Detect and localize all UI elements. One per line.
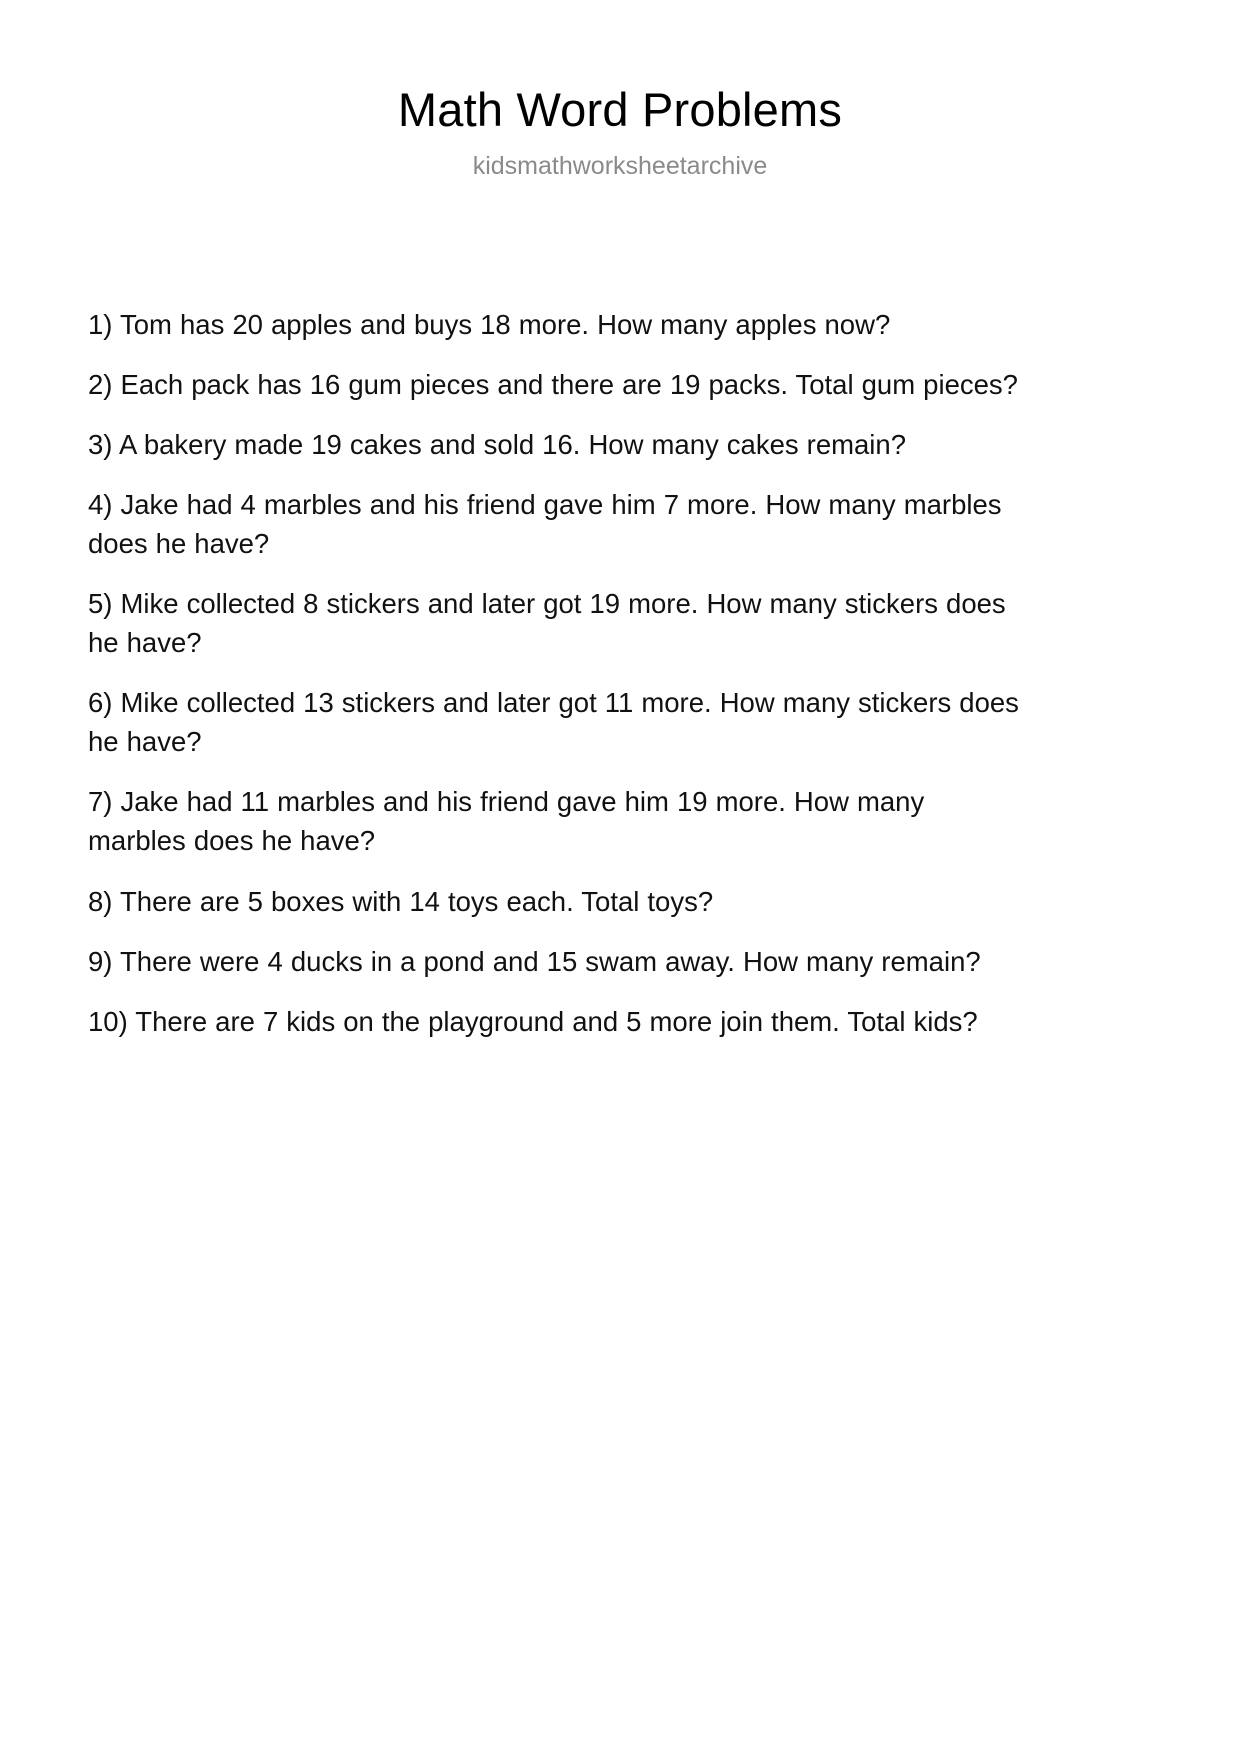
- problem-item: 9) There were 4 ducks in a pond and 15 swam away. How many remain?: [88, 945, 981, 977]
- problem-item: 8) There are 5 boxes with 14 toys each. Total toys?: [88, 885, 714, 917]
- problem-item: 6) Mike collected 13 stickers and later got 11 more. How many stickers does he have?: [88, 687, 1019, 758]
- problem-item: 2) Each pack has 16 gum pieces and there are 19 packs. Total gum pieces?: [88, 369, 1018, 401]
- problem-item: 3) A bakery made 19 cakes and sold 16. How many cakes remain?: [88, 429, 907, 461]
- problem-item: 1) Tom has 20 apples and buys 18 more. How many apples now?: [88, 309, 891, 340]
- problem-item: 5) Mike collected 8 stickers and later got 19 more. How many stickers does he have?: [88, 588, 1006, 659]
- page-subtitle: kidsmathworksheetarchive: [472, 151, 768, 180]
- problem-item: 10) There are 7 kids on the playground and 5 more join them. Total kids?: [88, 1005, 978, 1037]
- page-title: Math Word Problems: [397, 83, 843, 136]
- worksheet-header: [0, 0, 1240, 181]
- problem-item: 7) Jake had 11 marbles and his friend gave him 19 more. How many marbles does he have?: [88, 786, 925, 857]
- problem-list: [88, 305, 1024, 1041]
- problem-item: 4) Jake had 4 marbles and his friend gave him 7 more. How many marbles does he have?: [88, 489, 1002, 560]
